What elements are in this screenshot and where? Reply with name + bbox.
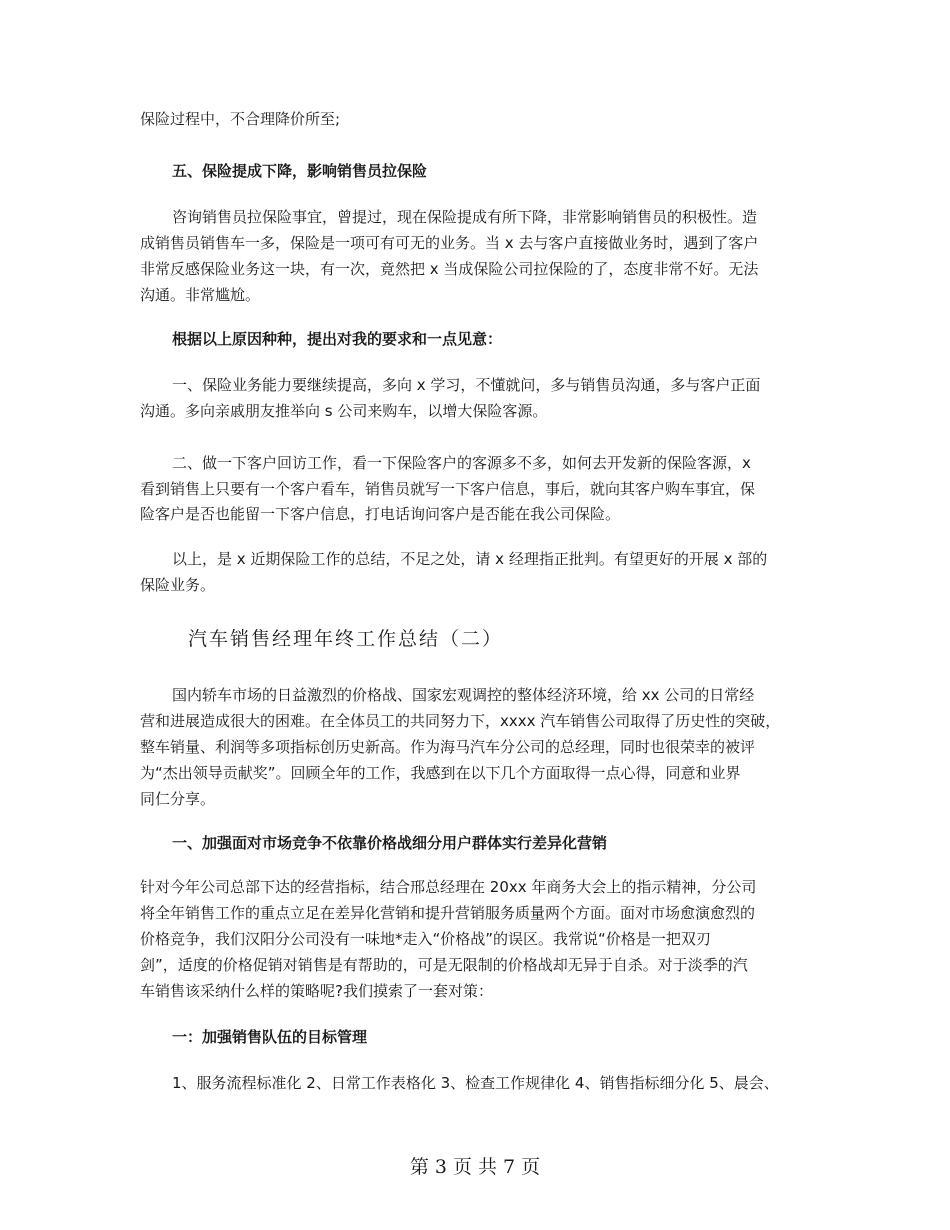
heading-requirements: 根据以上原因种种，提出对我的要求和一点见意： (172, 330, 503, 348)
section-title: 汽车销售经理年终工作总结（二） (188, 628, 504, 650)
page-footer: 第 3 页 共 7 页 (409, 1156, 541, 1178)
line-17: 整车销量、利润等多项指标创历史新高。作为海马汽车分公司的总经理，同时也很荣幸的被评 (140, 738, 756, 756)
line-12: 险客户是否也能留一下客户信息，打电话询问客户是否能在我公司保险。 (140, 505, 621, 523)
line-4: 成销售员销售车一多，保险是一项可有可无的业务。当 x 去与客户直接做业务时，遇到了客户 (140, 234, 759, 252)
line-3: 咨询销售员拉保险事宜，曾提过，现在保险提成有所下降，非常影响销售员的积极性。造 (172, 208, 758, 226)
line-23: 价格竞争，我们汉阳分公司没有一味地*走入“价格战”的误区。我常说“价格是一把双刃 (140, 930, 711, 948)
line-14: 保险业务。 (140, 576, 216, 594)
line-15: 国内轿车市场的日益激烈的价格战、国家宏观调控的整体经济环境，给 xx 公司的日常经 (172, 686, 755, 704)
line-27: 1、服务流程标准化 2、日常工作表格化 3、检查工作规律化 4、销售指标细分化 5、晨会、 (172, 1074, 779, 1092)
heading-target-management: 一：加强销售队伍的目标管理 (172, 1028, 368, 1046)
heading-five: 五、保险提成下降，影响销售员拉保险 (172, 162, 428, 180)
line-5: 非常反感保险业务这一块，有一次，竟然把 x 当成保险公司拉保险的了，态度非常不好。无法 (140, 260, 759, 278)
heading-one: 一、加强面对市场竞争不依靠价格战细分用户群体实行差异化营销 (172, 834, 608, 852)
line-19: 同仁分享。 (140, 790, 216, 808)
line-16: 营和进展造成很大的困难。在全体员工的共同努力下，xxxx 汽车销售公司取得了历史性的突破， (140, 712, 781, 730)
line-9: 沟通。多向亲戚朋友推举向 s 公司来购车，以增大保险客源。 (140, 402, 548, 420)
line-10: 二、做一下客户回访工作，看一下保险客户的客源多不多，如何去开发新的保险客源，x (172, 454, 751, 472)
line-8: 一、保险业务能力要继续提高，多向 x 学习，不懂就问，多与销售员沟通，多与客户正面 (172, 376, 761, 394)
line-18: 为“杰出领导贡献奖”。回顾全年的工作，我感到在以下几个方面取得一点心得，同意和业界 (140, 764, 741, 782)
line-6: 沟通。非常尴尬。 (140, 286, 261, 304)
line-22: 将全年销售工作的重点立足在差异化营销和提升营销服务质量两个方面。面对市场愈演愈烈的 (140, 904, 756, 922)
line-1: 保险过程中，不合理降价所至; (140, 110, 341, 128)
line-25: 车销售该采纳什么样的策略呢?我们摸索了一套对策： (140, 982, 493, 1000)
line-21: 针对今年公司总部下达的经营指标，结合邢总经理在 20xx 年商务大会上的指示精神，分公司 (140, 878, 757, 896)
line-11: 看到销售上只要有一个客户看车，销售员就写一下客户信息，事后，就向其客户购车事宜，保 (140, 480, 756, 498)
line-24: 剑”，适度的价格促销对销售是有帮助的，可是无限制的价格战却无异于自杀。对于淡季的汽 (140, 956, 748, 974)
line-13: 以上，是 x 近期保险工作的总结，不足之处，请 x 经理指正批判。有望更好的开展 x 部的 (172, 550, 768, 568)
